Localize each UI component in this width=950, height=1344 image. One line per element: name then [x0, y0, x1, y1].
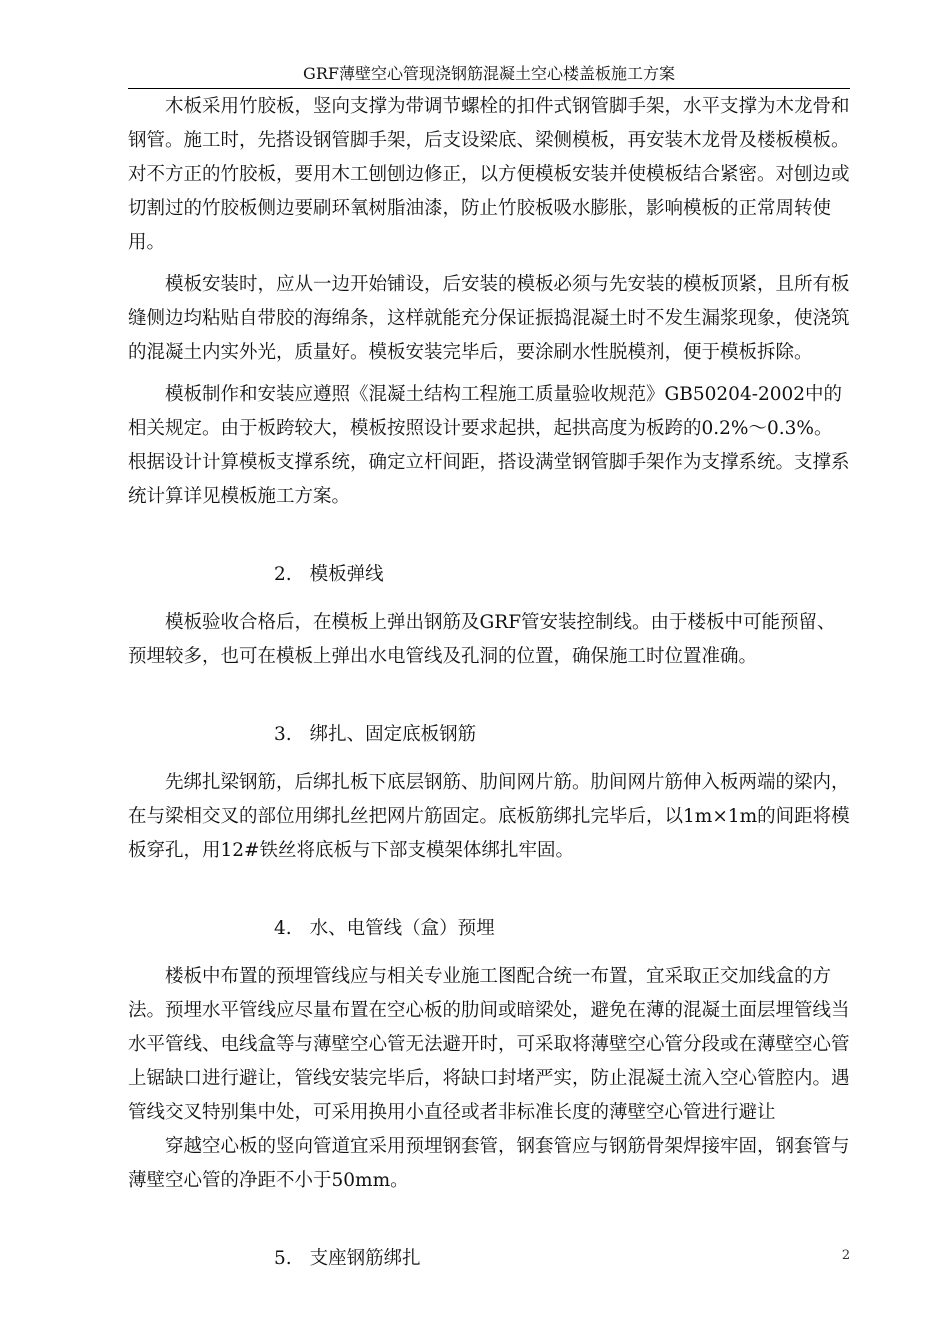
paragraph-steel-sleeves: 穿越空心板的竖向管道宜采用预埋钢套管，钢套管应与钢筋骨架焊接牢固，钢套管与薄壁空心管的净距不小于50mm。 [128, 1136, 850, 1191]
paragraph-embedded-pipes: 楼板中布置的预埋管线应与相关专业施工图配合统一布置，宜采取正交加线盒的方法。预埋水平管线应尽量布置在空心板的肋间或暗梁处，避免在薄的混凝土面层埋管线当水平管线、电线盒等与薄壁空心管无法避开时，可采取将薄壁空心管分段或在薄壁空心管上锯缺口进行避让，管线安装完毕后，将缺口封堵严实，防止混凝土流入空心管腔内。遇管线交叉特别集中处，可采用换用小直径或者非标准长度的薄壁空心管进行避让 [128, 966, 850, 1123]
document-body [128, 90, 850, 1290]
paragraph-layout-lines: 模板验收合格后，在模板上弹出钢筋及GRF管安装控制线。由于楼板中可能预留、预埋较多，也可在模板上弹出水电管线及孔洞的位置，确保施工时位置准确。 [128, 612, 836, 667]
section-heading-5 [128, 1242, 850, 1276]
section-title: 模板弹线 [309, 564, 384, 585]
paragraph-bottom-rebar: 先绑扎梁钢筋，后绑扎板下底层钢筋、肋间网片筋。肋间网片筋伸入板两端的梁内，在与梁相交叉的部位用绑扎丝把网片筋固定。底板筋绑扎完毕后，以1m×1m的间距将模板穿孔，用12#铁丝将底板与下部支模架体绑扎牢固。 [128, 772, 850, 861]
section-number: 5. [274, 1248, 292, 1269]
section-heading-4 [128, 912, 850, 946]
paragraph-formwork-material: 木板采用竹胶板，竖向支撑为带调节螺栓的扣件式钢管脚手架，水平支撑为木龙骨和钢管。施工时，先搭设钢管脚手架，后支设梁底、梁侧模板，再安装木龙骨及楼板模板。对不方正的竹胶板，要用木工刨刨边修正，以方便模板安装并使模板结合紧密。对刨边或切割过的竹胶板侧边要刷环氧树脂油漆，防止竹胶板吸水膨胀，影响模板的正常周转使用。 [128, 96, 850, 253]
page-number: 2 [841, 1248, 851, 1263]
section-number: 3. [274, 724, 292, 745]
section-title: 绑扎、固定底板钢筋 [309, 724, 477, 745]
paragraph-formwork-installation: 模板安装时，应从一边开始铺设，后安装的模板必须与先安装的模板顶紧，且所有板缝侧边均粘贴自带胶的海绵条，这样就能充分保证振捣混凝土时不发生漏浆现象，使浇筑的混凝土内实外光，质量好。模板安装完毕后，要涂刷水性脱模剂，便于模板拆除。 [128, 274, 850, 363]
page-header [128, 62, 850, 89]
section-heading-3 [128, 718, 850, 752]
section-title: 水、电管线（盒）预埋 [309, 918, 495, 939]
section-number: 4. [274, 918, 292, 939]
section-title: 支座钢筋绑扎 [309, 1248, 421, 1269]
section-number: 2. [274, 564, 292, 585]
header-title: GRF薄壁空心管现浇钢筋混凝土空心楼盖板施工方案 [303, 64, 675, 83]
paragraph-formwork-standards: 模板制作和安装应遵照《混凝土结构工程施工质量验收规范》GB50204-2002中的相关规定。由于板跨较大，模板按照设计要求起拱，起拱高度为板跨的0.2%～0.3%。根据设计计算模板支撑系统，确定立杆间距，搭设满堂钢管脚手架作为支撑系统。支撑系统计算详见模板施工方案。 [128, 384, 850, 507]
section-heading-2 [128, 558, 850, 592]
